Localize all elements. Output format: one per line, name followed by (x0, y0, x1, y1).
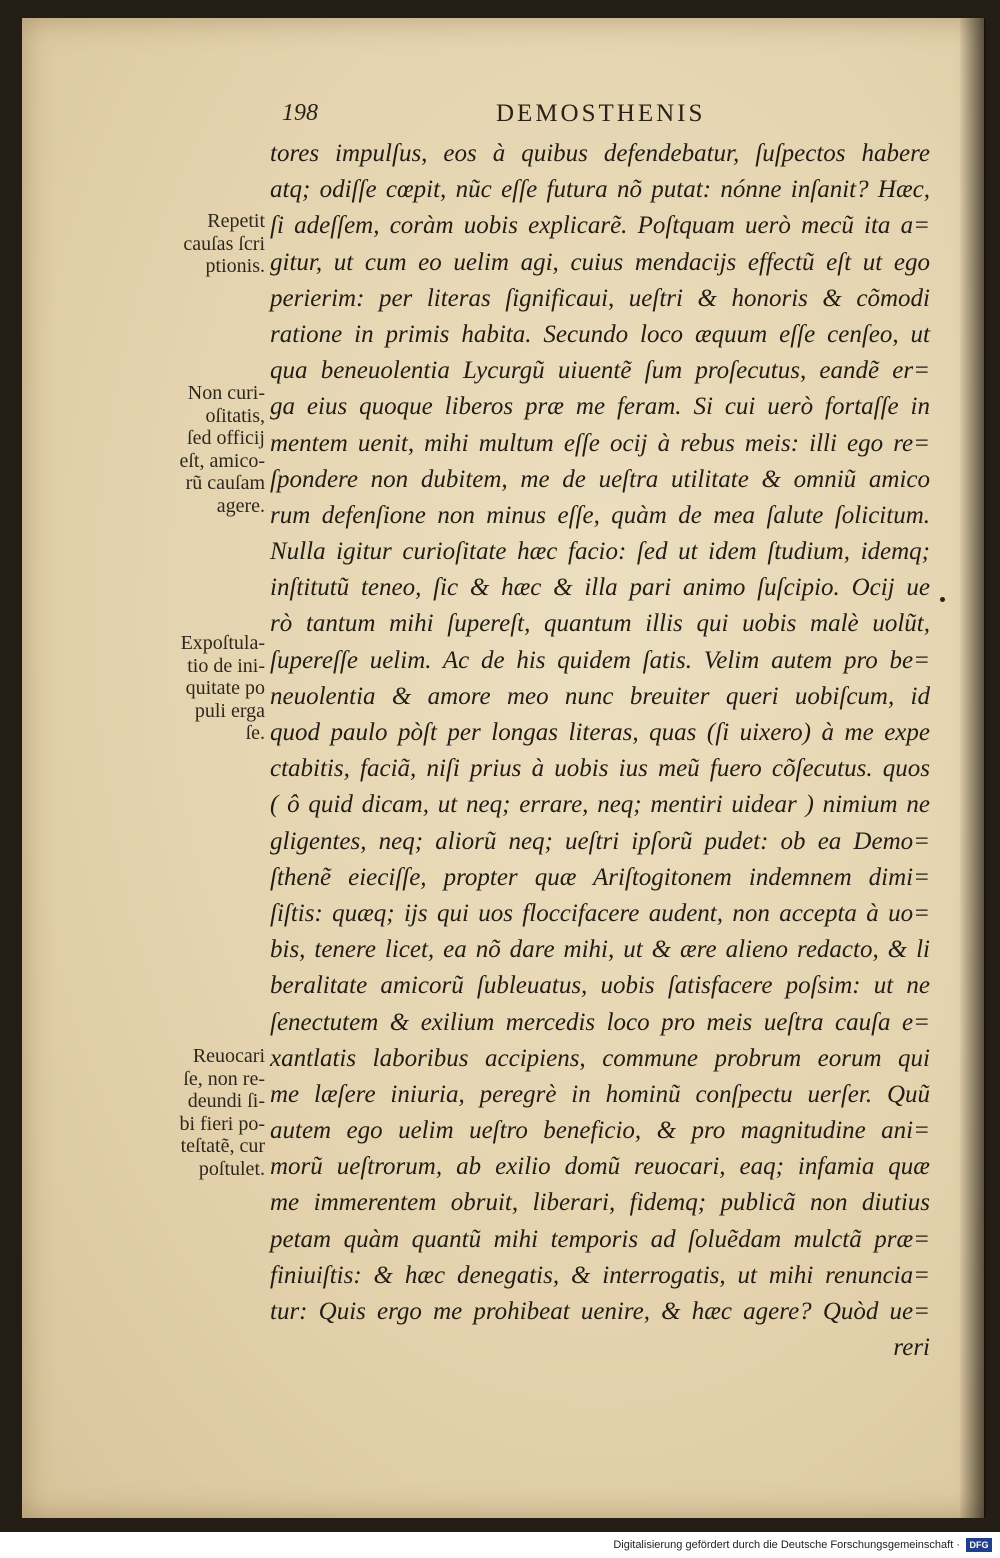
text-line: perierim: per literas ſignificaui, ueſtri & honoris & cõmodi (270, 284, 930, 312)
margin-note-line: ſe, non re- (183, 1067, 265, 1090)
text-line: autem ego uelim ueſtro beneficio, & pro magnitudine ani= (270, 1117, 930, 1145)
text-line: ſenectutem & exilium mercedis loco pro meis ueſtra cauſa e= (270, 1008, 930, 1036)
margin-note-line: cauſas ſcri (183, 232, 265, 255)
margin-note (147, 210, 265, 278)
digitization-footer (0, 1532, 1000, 1558)
margin-note-line: agere. (216, 494, 265, 517)
text-line: quod paulo pòſt per longas literas, quas (ſi uixero) à me expe (270, 719, 930, 746)
margin-note-line: rũ cauſam (185, 472, 265, 494)
margin-note (147, 382, 265, 517)
margin-note-line: ptionis. (205, 255, 265, 277)
text-line: me læſere iniuria, peregrè in hominũ conſpectu uerſer. Quũ (270, 1080, 930, 1108)
text-line: atq; odiſſe cœpit, nũc eſſe futura nõ putat: nónne inſanit? Hæc, (270, 176, 930, 204)
text-line: mentem uenit, mihi multum eſſe ocij à rebus meis: illi ego re= (270, 429, 930, 457)
text-line: ſiſtis: quæq; ijs qui uos floccifacere audent, non accepta à uo= (270, 899, 930, 927)
dfg-logo: DFG (966, 1538, 992, 1552)
text-line: rò tantum mihi ſupereſt, quantum illis qui uobis malè uolũt, (270, 610, 930, 638)
main-text-block (270, 136, 930, 1366)
margin-note (147, 632, 265, 745)
margin-note-line: Repetit (207, 210, 265, 232)
text-line: gitur, ut cum eo uelim agi, cuius mendacijs effectũ eſt ut ego (270, 248, 930, 276)
text-line: inſtitutũ teneo, ſic & hæc & illa pari animo ſuſcipio. Ocij ue (270, 574, 930, 602)
margin-note-line: deundi ſi- (187, 1090, 265, 1112)
text-line: ſpondere non dubitem, me de ueſtra utilitate & omniũ amico (270, 465, 930, 493)
text-line: me immerentem obruit, liberari, fidemq; publicã non diutius (270, 1189, 930, 1217)
margin-note-line: eſt, amico- (179, 449, 265, 472)
text-line: ſthenẽ eieciſſe, propter quæ Ariſtogitonem indemnem dimi= (270, 863, 930, 891)
margin-note-line: Reuocari (192, 1045, 265, 1067)
text-line: xantlatis laboribus accipiens, commune probrum eorum qui (270, 1044, 930, 1072)
margin-note-line: ſe. (245, 722, 265, 744)
running-head (282, 100, 752, 134)
text-line: ga eius quoque liberos præ me feram. Si cui uerò fortaſſe in (270, 393, 930, 421)
text-line: gligentes, neq; aliorũ neq; ueſtri ipſorũ pudet: ob ea Demo= (270, 827, 930, 855)
text-line: Nulla igitur curioſitate hæc facio: ſed ut idem ſtudium, idemq; (270, 538, 930, 566)
text-line: ſi adeſſem, coràm uobis explicarẽ. Poſtquam uerò mecũ ita a= (270, 212, 930, 240)
text-line: beralitate amicorũ ſubleuatus, uobis ſatisfacere poſsim: ut ne (270, 972, 930, 1000)
margin-note-line: teſtatẽ, cur (180, 1135, 265, 1157)
text-line: qua beneuolentia Lycurgũ uiuentẽ ſum proſecutus, eandẽ er= (270, 357, 930, 385)
margin-note-line: quitate po (185, 677, 265, 699)
margin-note (147, 1045, 265, 1180)
page-number: 198 (282, 100, 318, 126)
margin-note-line: oſitatis, (205, 404, 265, 427)
text-line: ratione in primis habita. Secundo loco æquum eſſe cenſeo, ut (270, 320, 930, 348)
page-edge-shadow (960, 18, 986, 1518)
text-line: ſupereſſe uelim. Ac de his quidem ſatis. Velim autem pro be= (270, 646, 930, 674)
text-line: tores impulſus, eos à quibus defendebatur, ſuſpectos habere (270, 140, 930, 167)
text-line: bis, tenere licet, ea nõ dare mihi, ut & ære alieno redacto, & li (270, 936, 930, 964)
ink-mark (940, 597, 945, 602)
margin-note-line: bi fieri po- (179, 1112, 265, 1135)
text-line: ctabitis, faciã, niſi prius à uobis ius meũ fuero cõſecutus. quos (270, 755, 930, 783)
text-line: morũ ueſtrorum, ab exilio domũ reuocari, eaq; infamia quæ (270, 1153, 930, 1181)
text-line: reri (893, 1334, 930, 1362)
running-title: DEMOSTHENIS (496, 100, 706, 127)
margin-note-line: ſed officij (187, 427, 265, 449)
text-line: petam quàm quantũ mihi temporis ad ſoluẽdam mulctã præ= (270, 1225, 930, 1253)
text-line: finiuiſtis: & hæc denegatis, & interrogatis, ut mihi renuncia= (270, 1261, 930, 1289)
margin-note-line: Expoſtula- (180, 632, 265, 654)
text-line: ( ô quid dicam, ut neq; errare, neq; mentiri uidear ) nimium ne (270, 791, 930, 819)
text-line: tur: Quis ergo me prohibeat uenire, & hæc agere? Quòd ue= (270, 1298, 930, 1325)
margin-note-line: Non curi- (187, 382, 265, 404)
text-line: neuolentia & amore meo nunc breuiter queri uobiſcum, id (270, 682, 930, 710)
text-line: rum defenſione non minus eſſe, quàm de mea ſalute ſolicitum. (270, 501, 930, 529)
footer-credit: Digitalisierung gefördert durch die Deutsche Forschungsgemeinschaft · (613, 1539, 960, 1551)
margin-note-line: poſtulet. (198, 1157, 265, 1180)
margin-note-line: tio de ini- (187, 654, 265, 677)
margin-note-line: puli erga (194, 699, 265, 722)
